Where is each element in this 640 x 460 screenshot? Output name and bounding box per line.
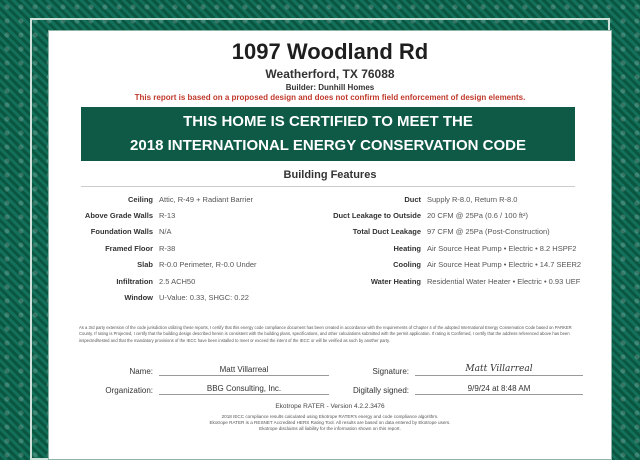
report-footer — [49, 403, 611, 433]
feature-label: Heating — [393, 243, 421, 253]
signature-image: Matt Villarreal — [415, 364, 583, 376]
feature-value: Attic, R-49 + Radiant Barrier — [159, 194, 253, 204]
feature-value: 20 CFM @ 25Pa (0.6 / 100 ft²) — [427, 211, 528, 221]
organization-value: BBG Consulting, Inc. — [159, 383, 329, 395]
features-right-column — [299, 191, 599, 289]
signature-block — [79, 364, 581, 398]
digitally-signed-field — [335, 383, 583, 395]
feature-label: Water Heating — [370, 276, 421, 286]
feature-row — [299, 224, 599, 240]
signature-field — [335, 364, 583, 376]
feature-label: Infiltration — [116, 276, 153, 286]
organization-label: Organization: — [105, 386, 153, 395]
feature-label: Ceiling — [127, 194, 153, 204]
feature-value: Air Source Heat Pump • Electric • 14.7 SEER2 — [427, 260, 582, 270]
features-divider — [81, 186, 575, 187]
feature-label: Duct Leakage to Outside — [333, 211, 421, 221]
name-field — [79, 364, 329, 376]
feature-value: Supply R-8.0, Return R-8.0 — [427, 194, 518, 204]
signature-row — [79, 364, 581, 379]
feature-row — [299, 207, 599, 223]
feature-label: Cooling — [393, 260, 421, 270]
signature-label: Signature: — [372, 367, 409, 376]
certification-banner — [81, 107, 575, 161]
feature-value: 97 CFM @ 25Pa (Post-Construction) — [427, 227, 550, 237]
digitally-signed-value: 9/9/24 at 8:48 AM — [415, 383, 583, 395]
feature-label: Total Duct Leakage — [352, 227, 421, 237]
name-label: Name: — [129, 367, 153, 376]
signature-row — [79, 383, 581, 398]
certification-statement: As a 3rd party extension of the code jurisdiction utilizing these reports, I certify that this energy code compliance document has been created in accordance with the requirements of Chapter 4 of the adopted International Energy Conservation Code based on PARKER County. If rating is Projected, I certify that the building design described herein is consistent with the building plans, specifications, and other calculations submitted with the permit application. If rating is Confirmed, I certify that the address referenced above has been inspected/tested and that the mandatory provisions of the IECC have been installed to meet or exceed the intent of the IECC or will be verified as such by another party. — [79, 325, 572, 343]
feature-value: 2.5 ACH50 — [159, 276, 196, 286]
design-disclaimer: This report is based on a proposed design and does not confirm field enforcement of design elements. — [134, 93, 526, 102]
feature-row — [299, 273, 599, 289]
footer-note-3: Ekotrope disclaims all liability for the information shown on this report. — [259, 426, 401, 432]
banner-line-2: 2018 INTERNATIONAL ENERGY CONSERVATION CODE — [130, 137, 526, 154]
city-state-zip: Weatherford, TX 76088 — [265, 67, 395, 81]
feature-value: Air Source Heat Pump • Electric • 8.2 HSPF2 — [427, 243, 577, 253]
feature-label: Framed Floor — [105, 243, 153, 253]
software-version: Ekotrope RATER - Version 4.2.2.3476 — [275, 403, 385, 410]
feature-row — [299, 191, 599, 207]
property-address: 1097 Woodland Rd — [231, 39, 429, 64]
name-value: Matt Villarreal — [159, 364, 329, 376]
feature-label: Duct — [404, 194, 421, 204]
feature-value: N/A — [159, 227, 172, 237]
feature-row — [299, 240, 599, 256]
certificate-sheet — [48, 30, 612, 460]
digitally-signed-label: Digitally signed: — [352, 386, 409, 395]
feature-value: U-Value: 0.33, SHGC: 0.22 — [159, 293, 249, 303]
feature-label: Window — [124, 293, 153, 303]
footer-note-2: Ekotrope RATER is a RESNET Accredited HERS Rating Tool. All results are based on data entered by Ekotrope users. — [209, 420, 451, 426]
organization-field — [79, 383, 329, 395]
feature-value: R-38 — [159, 243, 176, 253]
feature-row — [69, 289, 339, 305]
footer-note-1: 2018 IECC compliance results calculated using Ekotrope RATER's energy and code compliance algorithm. — [221, 414, 439, 419]
building-features-heading: Building Features — [283, 169, 377, 181]
feature-value: R-0.0 Perimeter, R-0.0 Under — [159, 260, 257, 270]
banner-line-1: THIS HOME IS CERTIFIED TO MEET THE — [183, 113, 473, 130]
feature-label: Slab — [137, 260, 153, 270]
feature-label: Foundation Walls — [90, 227, 153, 237]
feature-value: R-13 — [159, 211, 176, 221]
builder-name: Builder: Dunhill Homes — [285, 83, 375, 92]
feature-row — [299, 257, 599, 273]
feature-label: Above Grade Walls — [84, 211, 153, 221]
feature-value: Residential Water Heater • Electric • 0.93 UEF — [427, 276, 581, 286]
